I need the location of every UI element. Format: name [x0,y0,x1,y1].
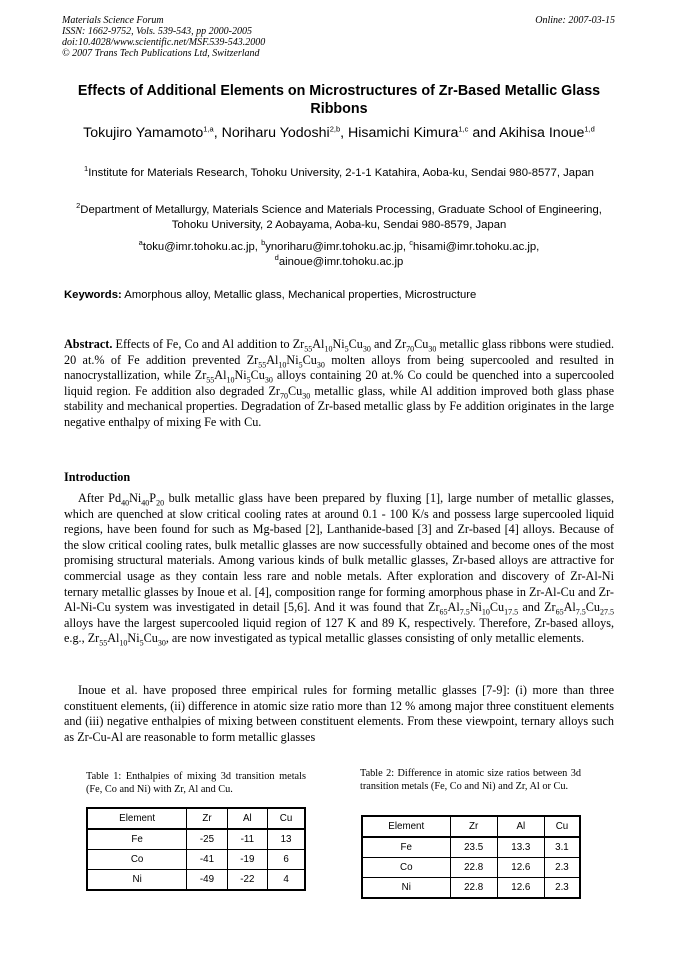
table-2-atomic-size-ratios [361,815,581,899]
author-affiliation-marker: 1,c [458,124,469,134]
table-cell: 3.1 [544,837,580,858]
table-header-row [362,816,580,837]
affiliation-2 [62,203,616,233]
table-row [87,870,305,891]
journal-name: Materials Science Forum [62,15,164,26]
table-row [362,878,580,899]
email-link[interactable]: ainoue@imr.tohoku.ac.jp [278,256,404,268]
table-cell: Ni [87,870,187,891]
paper-title: Effects of Additional Elements on Microstructures of Zr-Based Metallic Glass Ribbons [77,83,601,117]
table-cell: -25 [187,829,227,850]
table-row [87,829,305,850]
table-header-row [87,808,305,829]
table-1-caption: Table 1: Enthalpies of mixing 3d transition metals (Fe, Co and Ni) with Zr, Al and Cu. [86,771,306,795]
table-cell: 22.8 [450,878,497,899]
author-name: Tokujiro Yamamoto [83,125,204,141]
table-row [362,858,580,878]
author-name: and Akihisa Inoue [472,125,585,141]
table-cell: Ni [362,878,450,899]
table-cell: 12.6 [497,858,544,878]
section-heading-introduction: Introduction [64,470,131,484]
author-affiliation-marker: 1,a [203,124,214,134]
table-header-cell: Cu [268,808,305,829]
author-name: Noriharu Yodoshi [221,125,330,141]
table-cell: Fe [87,829,187,850]
table-header-cell: Element [87,808,187,829]
table-1-enthalpies [86,807,306,891]
table-cell: 12.6 [497,878,544,899]
abstract-label: Abstract. [64,337,113,351]
introduction-paragraph-1: After $Pd_{40}Ni_{40}P_{20}$ bulk metallic glass have been prepared by fluxing [1], large number of metallic glasses, which are quenched at slow critical cooling rates at around 0.1 - 100 K/s and possess large supercooled liquid regions, have been found for such as Mg-based [2], Lanthanide-based [3] and Zr-based [4] alloys. Because of the slow critical cooling rates, bulk metallic glasses are now successfully obtained and become ones of the most promising structural materials. Among various kinds of bulk metallic glasses, Zr-based alloys are attractive for commercial usage as they contain less rare and noble metals. After exploration and discovery of Zr-Al-Ni ternary metallic glasses by Inoue et al. [4], composition range for forming amorphous phase in Zr-Al-Cu and Zr-Al-Ni-Cu system was investigated in detail [5,6]. And it was found that $Zr_{65}Al_{7.5}Ni_{10}Cu_{17.5}$ and $Zr_{65}Al_{7.5}Cu_{27.5}$ alloys have the largest supercooled liquid region of 127 K and 89 K, respectively. Therefore, Zr-based alloys, e.g., $Zr_{55}Al_{10}Ni_5Cu_{30}$, are now investigated as typical metallic glasses consisting of only metallic elements. [64,491,615,648]
online-date: Online: 2007-03-15 [535,15,615,26]
email-list [62,240,616,270]
keywords-text: Amorphous alloy, Metallic glass, Mechanical properties, Microstructure [124,289,477,301]
table-2-caption: Table 2: Difference in atomic size ratios between 3d transition metals (Fe, Co and Ni) and Zr, Al or Cu. [360,768,581,792]
doi-line: doi:10.4028/www.scientific.net/MSF.539-543.2000 [62,37,266,48]
email-link[interactable]: ynoriharu@imr.tohoku.ac.jp, [265,241,407,253]
email-link[interactable]: toku@imr.tohoku.ac.jp, [142,241,258,253]
affiliation-marker: 1 [84,164,89,174]
table-cell: Fe [362,837,450,858]
author-name: Hisamichi Kimura [348,125,459,141]
table-cell: -22 [227,870,267,891]
copyright-line: © 2007 Trans Tech Publications Ltd, Switzerland [62,48,260,59]
author-list: Tokujiro Yamamoto$^{1,a}$, Noriharu Yodoshi$^{2,b}$, Hisamichi Kimura$^{1,c}$ and Akihisa Inoue$^{1,d}$ [83,124,595,141]
keywords-label: Keywords: [64,289,122,301]
author-affiliation-marker: 1,d [584,124,595,134]
email-link[interactable]: hisami@imr.tohoku.ac.jp, [412,241,540,253]
table-header-cell: Cu [544,816,580,837]
table-header-cell: Zr [450,816,497,837]
affiliation-text: Department of Metallurgy, Materials Science and Materials Processing, Graduate School of Engineering, Tohoku University, 2 Aobayama, Aoba-ku, Sendai 980-8579, Japan [80,204,602,231]
table-row [87,850,305,870]
email-marker: b [261,238,266,248]
author-affiliation-marker: 2,b [329,124,341,134]
table-header-cell: Al [227,808,267,829]
table-cell: Co [87,850,187,870]
abstract-paragraph: Abstract. Effects of Fe, Co and Al addition to $Zr_{55}Al_{10}Ni_5Cu_{30}$ and $Zr_{70}Cu_{30}$ metallic glass ribbons were studied. 20 at.% of Fe addition prevented $Zr_{55}Al_{10}Ni_5Cu_{30}$ molten alloys from being supercooled and resulted in nanocrystallization, while $Zr_{55}Al_{10}Ni_5Cu_{30}$ alloys containing 20 at.% Co could be quenched into a supercooled liquid region. Fe addition also degraded $Zr_{70}Cu_{30}$ metallic glass, while Al addition improved both glass phase stability and mechanical properties. Degradation of Zr-based metallic glass by Fe addition originates in the large negative enthalpy of mixing Fe with Cu. [64,337,615,429]
affiliation-1 [62,166,616,181]
table-cell: 22.8 [450,858,497,878]
table-cell: 13.3 [497,837,544,858]
introduction-paragraph-2: Inoue et al. have proposed three empirical rules for forming metallic glasses [7-9]: (i) more than three constituent elements, (ii) difference in atomic size ratio more than 12 % among major three constituent elements and (iii) negative enthalpies of mixing between constituent elements. From these viewpoint, ternary alloys such as Zr-Cu-Al are reasonable to form metallic glasses [64,683,614,744]
affiliation-marker: 2 [76,201,81,211]
table-header-cell: Zr [187,808,227,829]
table-cell: Co [362,858,450,878]
journal-header [62,15,265,59]
table-row [362,837,580,858]
email-marker: d [274,253,279,263]
table-cell: -11 [227,829,267,850]
table-cell: 23.5 [450,837,497,858]
keywords [64,289,476,301]
table-header-cell: Element [362,816,450,837]
email-marker: c [409,238,413,248]
abstract-text: Effects of Fe, Co and Al addition to Zr [115,337,305,351]
table-cell: 2.3 [544,878,580,899]
table-cell: -41 [187,850,227,870]
table-cell: 2.3 [544,858,580,878]
table-cell: -19 [227,850,267,870]
affiliation-text: Institute for Materials Research, Tohoku University, 2-1-1 Katahira, Aoba-ku, Sendai 980-8577, Japan [88,167,594,179]
table-cell: -49 [187,870,227,891]
email-marker: a [138,238,143,248]
issn-line: ISSN: 1662-9752, Vols. 539-543, pp 2000-2005 [62,26,252,37]
table-header-cell: Al [497,816,544,837]
table-cell: 6 [268,850,305,870]
table-cell: 13 [268,829,305,850]
table-cell: 4 [268,870,305,891]
